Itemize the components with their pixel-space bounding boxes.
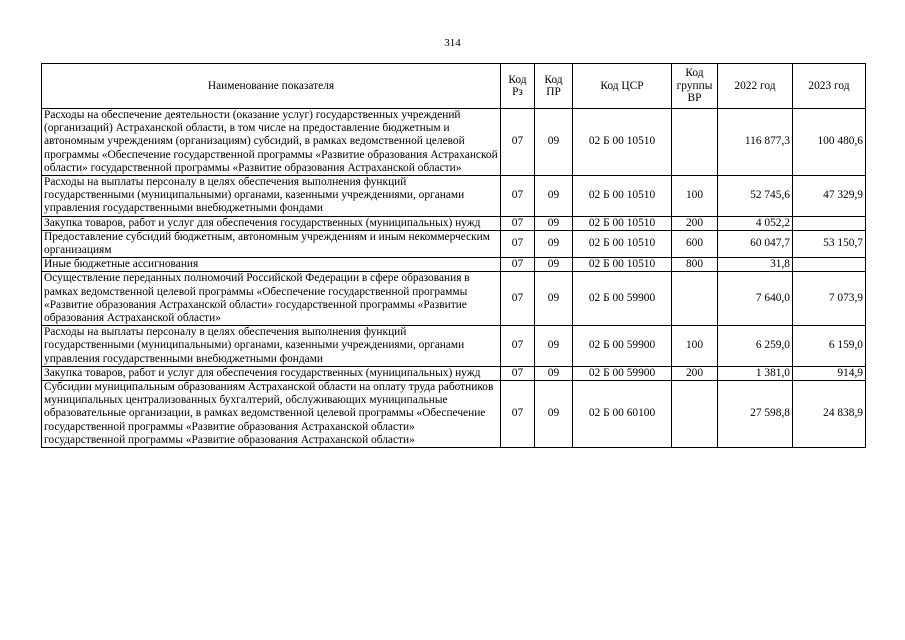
row-rz: 07 [501, 258, 535, 272]
row-pr: 09 [535, 109, 573, 176]
header-name: Наименование показателя [42, 64, 501, 109]
budget-table [41, 63, 866, 448]
row-2023: 914,9 [793, 366, 866, 380]
row-rz: 07 [501, 326, 535, 367]
row-2023: 24 838,9 [793, 381, 866, 448]
table-row [42, 381, 866, 448]
row-csr: 02 Б 00 10510 [573, 216, 672, 230]
row-2022: 31,8 [718, 258, 793, 272]
row-vr [672, 381, 718, 448]
row-csr: 02 Б 00 59900 [573, 272, 672, 326]
row-vr: 200 [672, 216, 718, 230]
row-2023: 47 329,9 [793, 176, 866, 217]
row-rz: 07 [501, 109, 535, 176]
row-csr: 02 Б 00 10510 [573, 109, 672, 176]
row-csr: 02 Б 00 10510 [573, 230, 672, 257]
row-csr: 02 Б 00 59900 [573, 326, 672, 367]
table-row [42, 230, 866, 257]
row-vr: 200 [672, 366, 718, 380]
row-name: Расходы на выплаты персоналу в целях обеспечения выполнения функций государственными (муниципальными) органами, казенными учреждениями, органами управления государственными внебюджетными фондами [42, 326, 501, 367]
row-csr: 02 Б 00 10510 [573, 176, 672, 217]
row-csr: 02 Б 00 59900 [573, 366, 672, 380]
row-pr: 09 [535, 176, 573, 217]
row-2023 [793, 216, 866, 230]
row-pr: 09 [535, 258, 573, 272]
row-2022: 116 877,3 [718, 109, 793, 176]
header-2023: 2023 год [793, 64, 866, 109]
row-pr: 09 [535, 381, 573, 448]
row-pr: 09 [535, 272, 573, 326]
row-pr: 09 [535, 366, 573, 380]
row-vr [672, 109, 718, 176]
row-name: Закупка товаров, работ и услуг для обеспечения государственных (муниципальных) нужд [42, 216, 501, 230]
header-csr: Код ЦСР [573, 64, 672, 109]
table-row [42, 258, 866, 272]
row-name: Предоставление субсидий бюджетным, автономным учреждениям и иным некоммерческим организациям [42, 230, 501, 257]
page-number: 314 [444, 37, 461, 49]
row-name: Закупка товаров, работ и услуг для обеспечения государственных (муниципальных) нужд [42, 366, 501, 380]
row-vr: 800 [672, 258, 718, 272]
row-name: Осуществление переданных полномочий Российской Федерации в сфере образования в рамках ведомственной целевой программы «Обеспечение государственной программы «Развитие образования Астраханской области» государственной программы «Развитие образования Астраханской области» [42, 272, 501, 326]
row-name: Иные бюджетные ассигнования [42, 258, 501, 272]
row-2023 [793, 258, 866, 272]
row-pr: 09 [535, 216, 573, 230]
row-rz: 07 [501, 216, 535, 230]
table-row [42, 366, 866, 380]
header-pr: Код ПР [535, 64, 573, 109]
row-rz: 07 [501, 381, 535, 448]
row-vr: 100 [672, 176, 718, 217]
table-header-row [42, 64, 866, 109]
row-2023: 53 150,7 [793, 230, 866, 257]
row-name: Субсидии муниципальным образованиям Астраханской области на оплату труда работников муниципальных централизованных бухгалтерий, обслуживающих муниципальные образовательные организации, в рамках ведомственной целевой программы «Обеспечение государственной программы «Развитие образования Астраханской области» государственной программы «Развитие образования Астраханской области» [42, 381, 501, 448]
row-rz: 07 [501, 366, 535, 380]
row-2022: 1 381,0 [718, 366, 793, 380]
row-rz: 07 [501, 176, 535, 217]
row-rz: 07 [501, 272, 535, 326]
row-2022: 4 052,2 [718, 216, 793, 230]
row-2022: 52 745,6 [718, 176, 793, 217]
row-csr: 02 Б 00 10510 [573, 258, 672, 272]
row-name: Расходы на выплаты персоналу в целях обеспечения выполнения функций государственными (муниципальными) органами, казенными учреждениями, органами управления государственными внебюджетными фондами [42, 176, 501, 217]
row-csr: 02 Б 00 60100 [573, 381, 672, 448]
table-row [42, 176, 866, 217]
header-rz: Код Рз [501, 64, 535, 109]
row-vr [672, 272, 718, 326]
table-row [42, 326, 866, 367]
row-vr: 100 [672, 326, 718, 367]
row-2023: 6 159,0 [793, 326, 866, 367]
row-2023: 100 480,6 [793, 109, 866, 176]
row-pr: 09 [535, 326, 573, 367]
row-2022: 27 598,8 [718, 381, 793, 448]
header-2022: 2022 год [718, 64, 793, 109]
row-pr: 09 [535, 230, 573, 257]
table-row [42, 272, 866, 326]
row-name: Расходы на обеспечение деятельности (оказание услуг) государственных учреждений (организаций) Астраханской области, в том числе на предоставление бюджетным и автономным учреждениям (организациям) субсидий, в рамках ведомственной целевой программы «Обеспечение государственной программы «Развитие образования Астраханской области» государственной программы «Развитие образования Астраханской области» [42, 109, 501, 176]
header-vr: Код группы ВР [672, 64, 718, 109]
row-2022: 6 259,0 [718, 326, 793, 367]
row-rz: 07 [501, 230, 535, 257]
table-row [42, 109, 866, 176]
table-row [42, 216, 866, 230]
row-vr: 600 [672, 230, 718, 257]
row-2022: 7 640,0 [718, 272, 793, 326]
row-2022: 60 047,7 [718, 230, 793, 257]
row-2023: 7 073,9 [793, 272, 866, 326]
